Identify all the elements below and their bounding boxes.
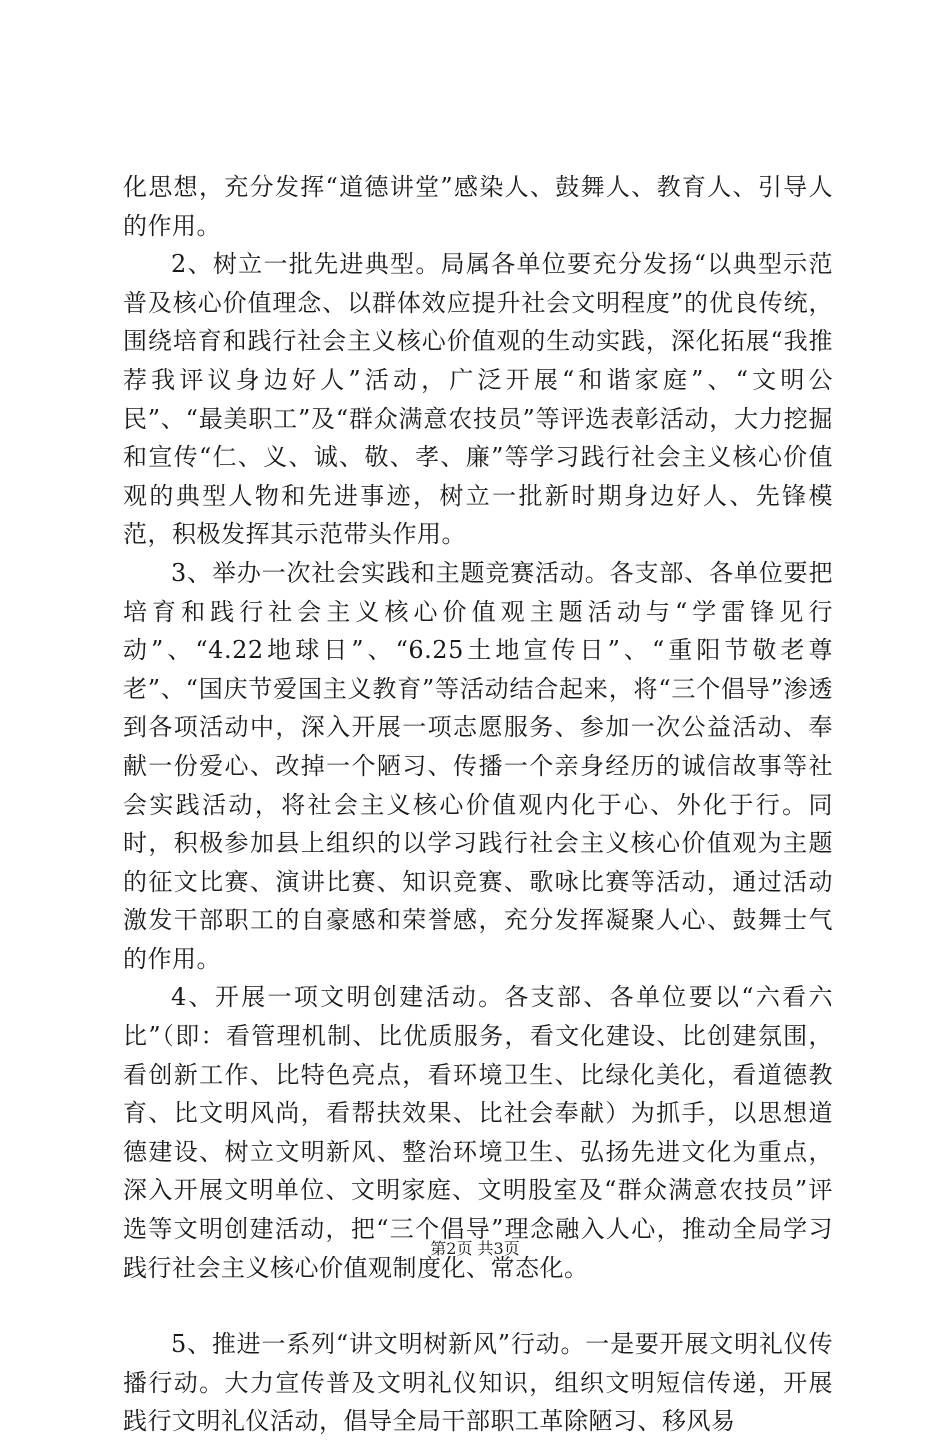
paragraph-gap: [123, 1287, 833, 1325]
paragraph-item-3: 3、举办一次社会实践和主题竞赛活动。各支部、各单位要把培育和践行社会主义核心价值观主题活动与“学雷锋见行动”、“4.22地球日”、“6.25土地宣传日”、“重阳节敬老尊老”、“国庆节爱国主义教育”等活动结合起来，将“三个倡导”渗透到各项活动中，深入开展一项志愿服务、参加一次公益活动、奉献一份爱心、改掉一个陋习、传播一个亲身经历的诚信故事等社会实践活动，将社会主义核心价值观内化于心、外化于行。同时，积极参加县上组织的以学习践行社会主义核心价值观为主题的征文比赛、演讲比赛、知识竞赛、歌咏比赛等活动，通过活动激发干部职工的自豪感和荣誉感，充分发挥凝聚人心、鼓舞士气的作用。: [123, 558, 833, 973]
paragraph-item-5: 5、推进一系列“讲文明树新风”行动。一是要开展文明礼仪传播行动。大力宣传普及文明礼仪知识，组织文明短信传递，开展践行文明礼仪活动，倡导全局干部职工革除陋习、移风易: [123, 1330, 833, 1436]
paragraph-item-4: 4、开展一项文明创建活动。各支部、各单位要以“六看六比”（即：看管理机制、比优质服务，看文化建设、比创建氛围，看创新工作、比特色亮点，看环境卫生、比绿化美化，看道德教育、比文明风尚，看帮扶效果、比社会奉献）为抓手，以思想道德建设、树立文明新风、整治环境卫生、弘扬先进文化为重点，深入开展文明单位、文明家庭、文明股室及“群众满意农技员”评选等文明创建活动，把“三个倡导”理念融入人心，推动全局学习践行社会主义核心价值观制度化、常态化。: [123, 983, 833, 1282]
paragraph-continuation: 化思想，充分发挥“道德讲堂”感染人、鼓舞人、教育人、引导人的作用。: [123, 173, 833, 240]
paragraph-item-2: 2、树立一批先进典型。局属各单位要充分发扬“以典型示范普及核心价值理念、以群体效应提升社会文明程度”的优良传统，围绕培育和践行社会主义核心价值观的生动实践，深化拓展“我推荐我评议身边好人”活动，广泛开展“和谐家庭”、“文明公民”、“最美职工”及“群众满意农技员”等评选表彰活动，大力挖掘和宣传“仁、义、诚、敬、孝、廉”等学习践行社会主义核心价值观的典型人物和先进事迹，树立一批新时期身边好人、先锋模范，积极发挥其示范带头作用。: [123, 250, 833, 549]
page-number-footer: 第2页 共3页: [430, 1239, 520, 1258]
